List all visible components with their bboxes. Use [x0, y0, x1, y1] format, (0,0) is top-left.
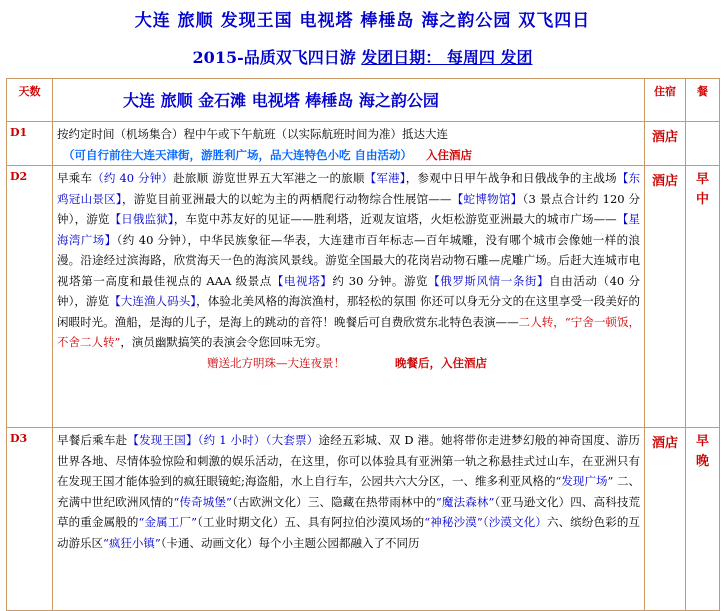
meal-d1	[686, 122, 720, 166]
meal-d2: 早 中	[686, 166, 720, 428]
meal-header: 餐	[686, 79, 720, 122]
page-subtitle	[0, 45, 725, 68]
route-title: 大连 旅顺 金石滩 电视塔 棒棰岛 海之韵公园	[53, 79, 645, 122]
day-label-d3: D3	[7, 428, 53, 611]
hotel-d3: 酒店	[645, 428, 686, 611]
day-content-d2: 早乘车（约 40 分钟）赴旅顺 游览世界五大军港之一的旅顺【军港】，参观中日甲午战争和日俄战争的主战场【东鸡冠山景区】，游览目前亚洲最大的以蛇为主的两栖爬行动物综合性展馆——【蛇博物馆】（3 景点合计约 120 分钟），游览【日俄监狱】，车览中苏友好的见证——胜利塔，近观友谊塔，火炬松游览亚洲最大的城市广场——【星海湾广场】（约 40 分钟），中华民族象征—华表，大连建市百年标志—百年城雕，没有哪个城市会像她一样的浪漫。沿途经过滨海路，欣赏海天一色的海滨风景线。游览全国最大的花岗岩动物石雕—虎雕广场。后赶大连城市电视塔第一高度和最佳视点的 AAA 级景点【电视塔】约 30 分钟。游览【俄罗斯风情一条街】自由活动（40 分钟），游览【大连渔人码头】，体验北美风格的海滨渔村，那轻松的氛围 你还可以身无分文的在这里享受一段美好的闲暇时光。渔船，是海的儿子，是海上的跳动的音符！晚餐后可自费欣赏东北特色表演——二人转，“宁舍一顿饭，不舍二人转”，演员幽默搞笑的表演会令您回味无穷。 赠送北方明珠—大连夜景！ 晚餐后，入住酒店	[53, 166, 645, 428]
table-row	[7, 122, 720, 166]
day-label-d2: D2	[7, 166, 53, 428]
d2-night-view-gift: 赠送北方明珠—大连夜景！	[207, 355, 345, 370]
day-content-d3: 早餐后乘车赴【发现王国】（约 1 小时）（大套票）途经五彩城、双 D 港。她将带你走进梦幻般的神奇国度、游历世界各地、尽情体验惊险和刺激的娱乐活动，在这里，你可以体验具有亚洲第一轨之称悬挂式过山车，在亚洲只有在发现王国才能体验到的疯狂眼镜蛇;海盗船，水上自行车，公园共六大分区，一、维多利亚风格的“发现广场” 二、充满中世纪欧洲风情的“传奇城堡”（古欧洲文化）三、隐藏在热带雨林中的“魔法森林”（亚马逊文化）四、高科技荒草的重金属般的“金属工厂”（工业时期文化）五、具有阿拉伯沙漠风场的“神秘沙漠”（沙漠文化）六、缤纷色彩的互动游乐区“疯狂小镇”（卡通、动画文化）每个小主题公园都融入了不同历	[53, 428, 645, 611]
hotel-header: 住宿	[645, 79, 686, 122]
days-header: 天数	[7, 79, 53, 122]
itinerary-table	[6, 78, 720, 611]
meal-d3: 早 晚	[686, 428, 720, 611]
d2-checkin: 晚餐后，入住酒店	[395, 355, 487, 370]
day-content-d1	[53, 122, 645, 166]
page-title: 大连 旅顺 发现王国 电视塔 棒棰岛 海之韵公园 双飞四日	[134, 11, 591, 31]
d1-free-activity: （可自行前往大连天津街，游胜利广场，品大连特色小吃 自由活动）	[63, 147, 412, 162]
hotel-d2: 酒店	[645, 166, 686, 428]
table-header-row	[7, 79, 720, 122]
day-label-d1: D1	[7, 122, 53, 166]
hotel-d1: 酒店	[645, 122, 686, 166]
table-row	[7, 166, 720, 428]
d1-line1: 按约定时间（机场集合）程中午或下午航班（以实际航班时间为准）抵达大连	[57, 127, 448, 141]
departure-date: 发团日期： 每周四 发团	[361, 48, 533, 67]
table-row	[7, 428, 720, 611]
d1-checkin: 入住酒店	[426, 147, 472, 162]
product-name: 2015-品质双飞四日游	[192, 48, 362, 67]
